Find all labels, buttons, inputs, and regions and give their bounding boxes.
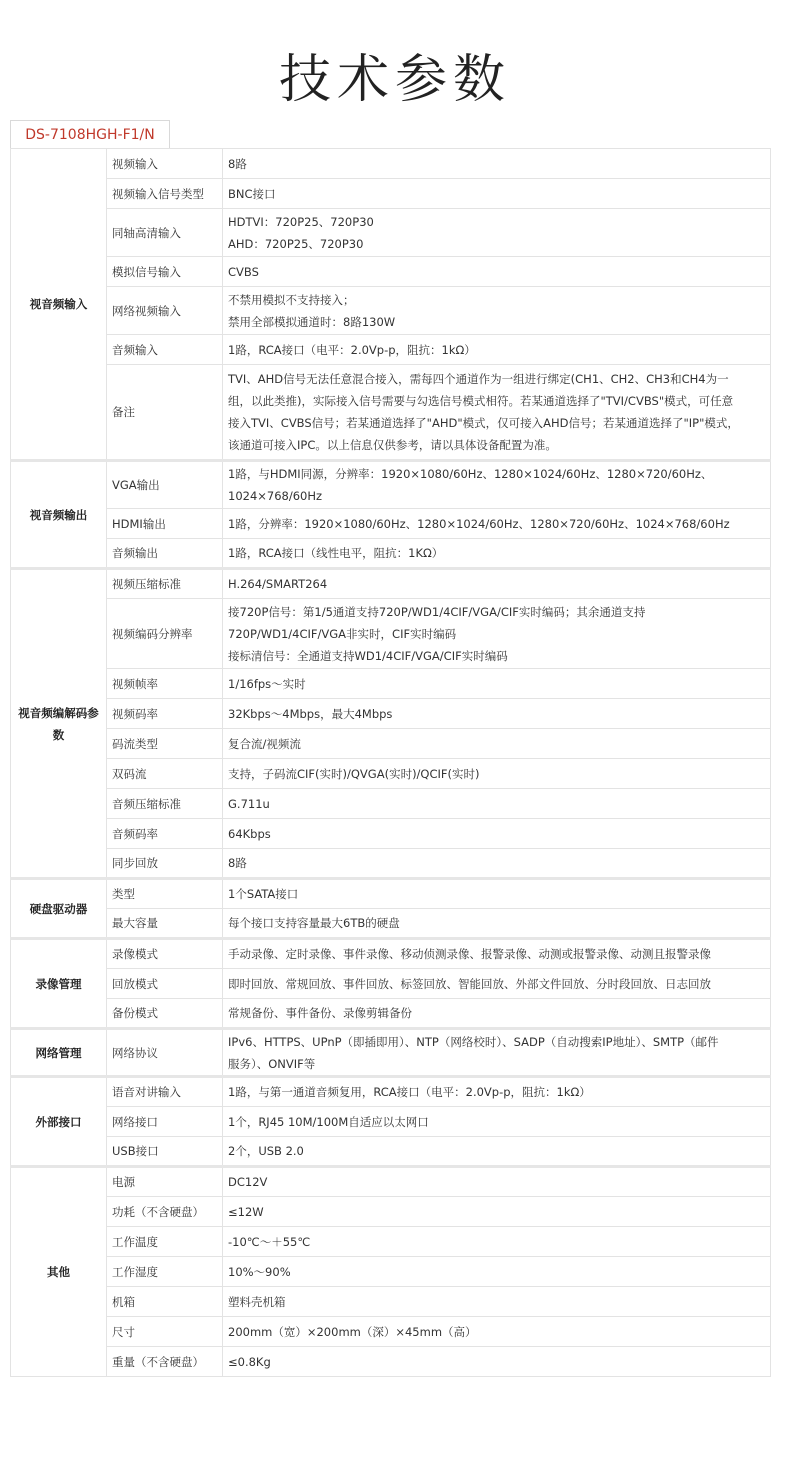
param-value	[223, 999, 771, 1029]
param-label: HDMI输出	[107, 509, 223, 539]
param-label: 视频输入信号类型	[107, 179, 223, 209]
table-row	[11, 969, 771, 999]
table-row	[11, 759, 771, 789]
value-line: 1路，与第一通道音频复用，RCA接口（电平：2.0Vp-p，阻抗：1kΩ）	[228, 1085, 591, 1099]
table-row	[11, 1029, 771, 1077]
param-label: 音频输出	[107, 539, 223, 569]
param-label: 双码流	[107, 759, 223, 789]
value-line: 不禁用模拟不支持接入；	[228, 292, 355, 307]
param-value	[223, 179, 771, 209]
table-row	[11, 1227, 771, 1257]
table-row	[11, 1137, 771, 1167]
param-value	[223, 1227, 771, 1257]
table-row	[11, 1197, 771, 1227]
value-line: 10%～90%	[228, 1264, 291, 1279]
param-label: 音频码率	[107, 819, 223, 849]
value-line: 720P/WD1/4CIF/VGA非实时，CIF实时编码	[228, 626, 457, 641]
param-value	[223, 509, 771, 539]
param-value	[223, 699, 771, 729]
category-cell: 其他	[11, 1167, 107, 1377]
param-label: 视频输入	[107, 149, 223, 179]
value-line: HDTVI：720P25、720P30	[228, 214, 374, 229]
param-label: 同轴高清输入	[107, 209, 223, 257]
param-label: 备份模式	[107, 999, 223, 1029]
value-line: 1个SATA接口	[228, 887, 299, 901]
table-row	[11, 1167, 771, 1197]
value-line: 服务）、ONVIF等	[228, 1056, 316, 1071]
value-line: 1路，RCA接口（线性电平，阻抗：1KΩ）	[228, 546, 444, 560]
table-row	[11, 1257, 771, 1287]
table-row	[11, 789, 771, 819]
value-line: 接标清信号：全通道支持WD1/4CIF/VGA/CIF实时编码	[228, 648, 508, 663]
param-label: 尺寸	[107, 1317, 223, 1347]
param-value	[223, 1077, 771, 1107]
param-label: 机箱	[107, 1287, 223, 1317]
param-label: 重量（不含硬盘）	[107, 1347, 223, 1377]
value-line: TVI、AHD信号无法任意混合接入，需每四个通道作为一组进行绑定(CH1、CH2、CH3和CH4为一	[228, 372, 729, 386]
table-row	[11, 1347, 771, 1377]
param-label: 录像模式	[107, 939, 223, 969]
category-cell: 视音频输出	[11, 461, 107, 569]
table-row	[11, 209, 771, 257]
table-row	[11, 335, 771, 365]
category-cell: 网络管理	[11, 1029, 107, 1077]
table-row	[11, 365, 771, 461]
value-line: 组，以此类推)，实际接入信号需要与勾选信号模式相符。若某通道选择了"TVI/CVBS"模式，可任意	[228, 394, 734, 408]
param-value	[223, 287, 771, 335]
param-label: 视频编码分辨率	[107, 599, 223, 669]
value-line: 塑料壳机箱	[228, 1294, 286, 1309]
param-label: 网络协议	[107, 1029, 223, 1077]
param-value	[223, 539, 771, 569]
table-row	[11, 849, 771, 879]
param-value	[223, 335, 771, 365]
param-value	[223, 759, 771, 789]
param-value	[223, 849, 771, 879]
value-line: 8路	[228, 156, 247, 171]
table-row	[11, 1107, 771, 1137]
table-row	[11, 729, 771, 759]
value-line: 该通道可接入IPC。以上信息仅供参考，请以具体设备配置为准。	[228, 438, 557, 452]
param-value	[223, 149, 771, 179]
category-cell: 录像管理	[11, 939, 107, 1029]
value-line: 1路，RCA接口（电平：2.0Vp-p，阻抗：1kΩ）	[228, 342, 476, 357]
table-row	[11, 257, 771, 287]
table-row	[11, 287, 771, 335]
param-label: 类型	[107, 879, 223, 909]
value-line: G.711u	[228, 796, 270, 811]
table-row	[11, 939, 771, 969]
param-label: USB接口	[107, 1137, 223, 1167]
param-value	[223, 599, 771, 669]
value-line: DC12V	[228, 1175, 268, 1189]
table-row	[11, 909, 771, 939]
param-label: 功耗（不含硬盘）	[107, 1197, 223, 1227]
value-line: 1个，RJ45 10M/100M自适应以太网口	[228, 1114, 429, 1129]
table-row	[11, 819, 771, 849]
value-line: 手动录像、定时录像、事件录像、移动侦测录像、报警录像、动测或报警录像、动测且报警录像	[228, 947, 711, 961]
param-label: 回放模式	[107, 969, 223, 999]
table-row	[11, 149, 771, 179]
param-value	[223, 1029, 771, 1077]
value-line: 支持，子码流CIF(实时)/QVGA(实时)/QCIF(实时)	[228, 766, 480, 781]
value-line: 即时回放、常规回放、事件回放、标签回放、智能回放、外部文件回放、分时段回放、日志回放	[228, 976, 711, 991]
param-label: 工作温度	[107, 1227, 223, 1257]
table-row	[11, 539, 771, 569]
param-label: VGA输出	[107, 461, 223, 509]
param-value	[223, 1167, 771, 1197]
param-value	[223, 1137, 771, 1167]
value-line: ≤0.8Kg	[228, 1354, 271, 1369]
param-label: 备注	[107, 365, 223, 461]
param-label: 网络视频输入	[107, 287, 223, 335]
value-line: 64Kbps	[228, 826, 271, 841]
value-line: 8路	[228, 856, 247, 870]
table-row	[11, 879, 771, 909]
table-row	[11, 1287, 771, 1317]
value-line: 每个接口支持容量最大6TB的硬盘	[228, 916, 400, 930]
category-cell: 视音频编解码参数	[11, 569, 107, 879]
value-line: ≤12W	[228, 1204, 264, 1219]
param-label: 最大容量	[107, 909, 223, 939]
param-label: 音频压缩标准	[107, 789, 223, 819]
table-row	[11, 179, 771, 209]
value-line: 1024×768/60Hz	[228, 489, 323, 503]
param-value	[223, 1107, 771, 1137]
param-value	[223, 669, 771, 699]
param-value	[223, 365, 771, 461]
param-value	[223, 461, 771, 509]
category-cell: 外部接口	[11, 1077, 107, 1167]
value-line: 1路，分辨率：1920×1080/60Hz、1280×1024/60Hz、1280×720/60Hz、1024×768/60Hz	[228, 516, 730, 531]
value-line: 接720P信号：第1/5通道支持720P/WD1/4CIF/VGA/CIF实时编码；其余通道支持	[228, 604, 646, 619]
table-row	[11, 1317, 771, 1347]
param-value	[223, 1287, 771, 1317]
value-line: H.264/SMART264	[228, 577, 328, 591]
value-line: AHD：720P25、720P30	[228, 236, 364, 251]
table-row	[11, 461, 771, 509]
param-value	[223, 729, 771, 759]
param-value	[223, 789, 771, 819]
table-row	[11, 1077, 771, 1107]
param-label: 工作湿度	[107, 1257, 223, 1287]
value-line: 1/16fps～实时	[228, 676, 306, 691]
value-line: CVBS	[228, 264, 259, 279]
value-line: 2个，USB 2.0	[228, 1144, 304, 1158]
param-value	[223, 1257, 771, 1287]
value-line: 常规备份、事件备份、录像剪辑备份	[228, 1006, 412, 1020]
param-value	[223, 819, 771, 849]
param-value	[223, 909, 771, 939]
table-row	[11, 569, 771, 599]
param-label: 视频帧率	[107, 669, 223, 699]
category-cell: 硬盘驱动器	[11, 879, 107, 939]
param-value	[223, 1197, 771, 1227]
param-value	[223, 257, 771, 287]
value-line: 接入TVI、CVBS信号；若某通道选择了"AHD"模式，仅可接入AHD信号；若某通道选择了"IP"模式，	[228, 416, 739, 430]
value-line: -10℃～＋55℃	[228, 1234, 311, 1249]
param-value	[223, 879, 771, 909]
param-label: 视频码率	[107, 699, 223, 729]
model-tab[interactable]: DS-7108HGH-F1/N	[10, 120, 170, 148]
param-value	[223, 1347, 771, 1377]
table-row	[11, 669, 771, 699]
page-title: 技术参数	[278, 49, 511, 110]
value-line: 32Kbps～4Mbps，最大4Mbps	[228, 706, 393, 721]
param-value	[223, 969, 771, 999]
category-cell: 视音频输入	[11, 149, 107, 461]
param-label: 音频输入	[107, 335, 223, 365]
value-line: IPv6、HTTPS、UPnP（即插即用）、NTP（网络校时）、SADP（自动搜索IP地址）、SMTP（邮件	[228, 1034, 719, 1049]
param-label: 码流类型	[107, 729, 223, 759]
param-label: 模拟信号输入	[107, 257, 223, 287]
table-row	[11, 599, 771, 669]
value-line: 1路，与HDMI同源，分辨率：1920×1080/60Hz、1280×1024/60Hz、1280×720/60Hz、	[228, 467, 713, 481]
param-label: 同步回放	[107, 849, 223, 879]
value-line: 禁用全部模拟通道时：8路130W	[228, 314, 396, 329]
table-row	[11, 699, 771, 729]
table-row	[11, 999, 771, 1029]
value-line: 复合流/视频流	[228, 736, 301, 751]
param-value	[223, 209, 771, 257]
table-row	[11, 509, 771, 539]
param-value	[223, 569, 771, 599]
value-line: 200mm（宽）×200mm（深）×45mm（高）	[228, 1324, 477, 1339]
spec-table	[10, 148, 771, 1377]
param-label: 语音对讲输入	[107, 1077, 223, 1107]
param-value	[223, 939, 771, 969]
param-value	[223, 1317, 771, 1347]
param-label: 网络接口	[107, 1107, 223, 1137]
param-label: 视频压缩标准	[107, 569, 223, 599]
value-line: BNC接口	[228, 186, 276, 201]
param-label: 电源	[107, 1167, 223, 1197]
